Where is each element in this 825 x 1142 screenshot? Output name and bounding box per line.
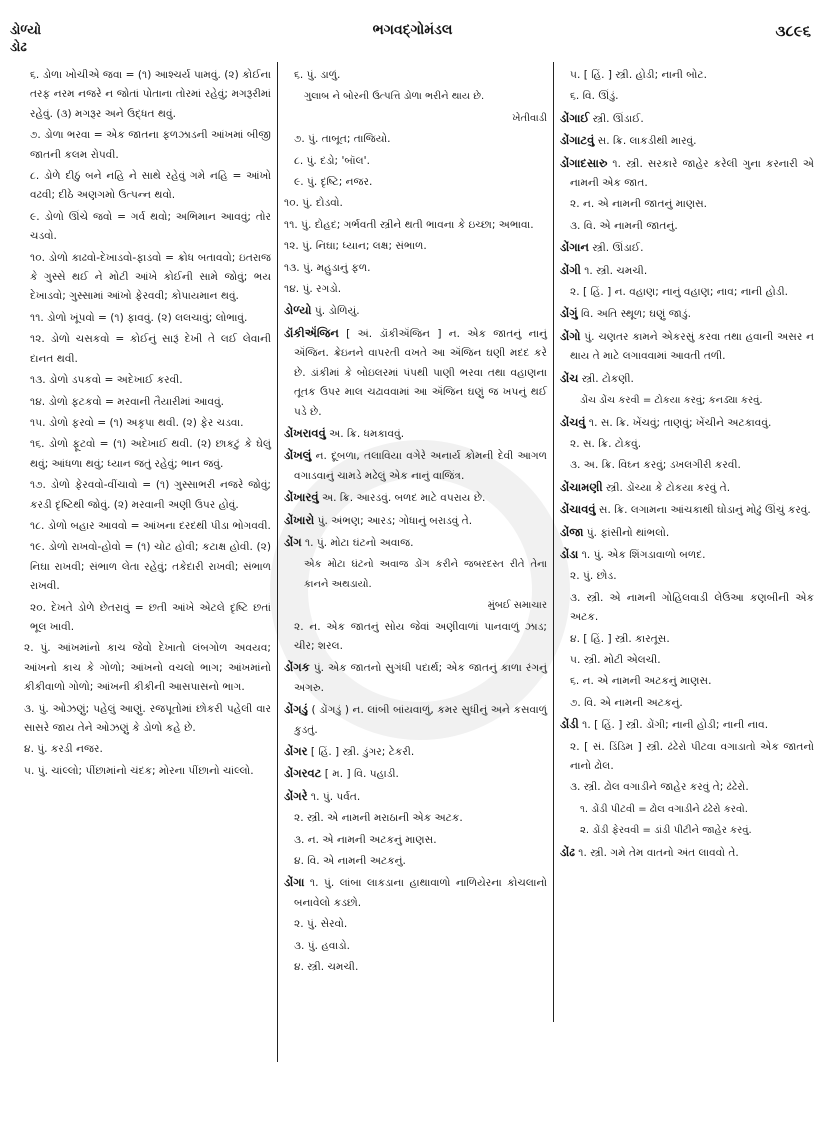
headword: ડોળ્યો — [284, 303, 312, 318]
sense-entry: ૬. પું. ડાળું. — [294, 69, 341, 81]
sense-entry: ૬. વિ. ઊંડું. — [570, 90, 619, 103]
headword: ડોંગ — [284, 534, 302, 549]
dictionary-entry — [560, 304, 814, 324]
headword: ડોંજા — [560, 524, 584, 539]
idiom-entry: ૧૭. ડોળો ફેરવવો-વીંચાવો = (૧) ગુસ્સાભરી નજરે જોવું; કરડી દૃષ્ટિથી જોવું. (૨) મરવાની અણી ઉપર હોવું. — [30, 479, 271, 511]
headword: ડોંઢ — [560, 844, 575, 859]
sense-entry: ૩. ન. એ નામની અટકનું માણસ. — [294, 833, 437, 846]
definition: પું. અંભણ; આરડ; ગોધાનું બરાડવું તે. — [314, 514, 473, 527]
quotation: એક મોટા ઘંટનો અવાજ ડોંગ કરીને જબરદસ્ત રીતે તેના કાનને અથડાયો. — [304, 559, 547, 590]
sense-entry: ૫. સ્ત્રી. મોટી એલચી. — [570, 653, 661, 666]
idiom-entry: ૨૦. દેખતે ડોળે છેતરાવું = છતી આંખે એટલે દૃષ્ટિ છતાં ભૂલ ખાવી. — [30, 601, 271, 633]
definition: ૧. સ્ત્રી. ગમે તેમ વાતનો અંત લાવવો તે. — [574, 846, 739, 859]
headword: ડોંડી — [560, 717, 579, 732]
headword: ડોંચવું — [560, 414, 586, 429]
dictionary-entry — [284, 424, 547, 444]
idiom-entry: ૧૦. ડોળો કાઢવો-દેખાડવો-ફાડવો = ક્રોધ બતાવવો; ઇતરાજ કે ગુસ્સે થઈ ને મોટી આંખે કોઈની સામે જોવું; ભય દેખાડવો; ગુસ્સામાં આંખો ફેરવવી; કોપાયમાન થવું. — [30, 251, 271, 303]
definition: ૧. સ્ત્રી. સરકારે જાહેર કરેલી ગુના કરનારી એ નામની એક જાત. — [570, 157, 814, 190]
sense-entry: ૨. પું. સેરવો. — [294, 918, 348, 931]
column-3 — [554, 62, 820, 1122]
definition: ૧. સ્ત્રી. ચમચી. — [580, 264, 648, 277]
definition: ૧. પું. લાંબા લાકડાના હાથાવાળો નાળિયેરના કોચલાનો બનાવેલો કડછો. — [294, 877, 547, 909]
quotation-source: મુંબઈ સમાચાર — [487, 600, 547, 612]
dictionary-entry — [284, 446, 547, 486]
headword: ડોંખારો — [284, 512, 315, 527]
headword: ડોંગી — [560, 262, 581, 277]
dictionary-entry — [284, 324, 547, 422]
sense-entry: ૧૩. પું. મહુડાનું ફળ. — [284, 261, 371, 274]
sense-entry: ૩. અ. ક્રિ. વિઘ્ન કરવું; ડખલગીરી કરવી. — [570, 459, 741, 472]
idiom-entry: ૧૬. ડોળો ફૂટવો = (૧) અદેખાઈ થવી. (૨) છાકટું કે ઘેલું થવું; આંધળા થવું; ધ્યાન જતું રહેવું; ભાન જવું. — [30, 438, 271, 470]
definition: ૧. પું. મોટા ઘંટનો અવાજ. — [301, 536, 414, 549]
sense-entry: ૪. [ હિં. ] સ્ત્રી. કારતૂસ. — [570, 632, 670, 645]
definition: સ્ત્રી. ઊંડાઈ. — [589, 112, 644, 125]
column-1 — [8, 62, 278, 1062]
dictionary-entry — [560, 154, 814, 194]
quotation: ગુલાબ ને બોરની ઉત્પત્તિ ડોળા ભરીને થાય છે. — [304, 91, 485, 103]
dictionary-entry — [284, 700, 547, 740]
sense-entry: ૩. સ્ત્રી. એ નામની ગોહિલવાડી લેઉઆ કણબીની એક અટક. — [570, 591, 814, 624]
quotation: ૧. ડોંડી પીટવી = ઢોલ વગાડીને ઢંઢેરો કરવો. — [580, 803, 748, 815]
dictionary-entry — [560, 369, 814, 389]
sense-entry: ૫. [ હિં. ] સ્ત્રી. હોડી; નાની બોટ. — [570, 69, 707, 81]
idiom-entry: ૧૧. ડોળો ખૂંપવો = (૧) ફાવવું. (૨) લલચાવું; લોભાવું. — [30, 311, 248, 324]
guide-word-first: ડોળ્યો — [10, 23, 42, 38]
dictionary-entry — [560, 413, 814, 433]
definition: પું. ફાંસીનો થાંભલો. — [583, 526, 670, 539]
definition: સ્ત્રી. ઊંડાઈ. — [588, 242, 644, 255]
definition: અ. ક્રિ. આરડવું. બળદ માટે વપરાય છે. — [318, 492, 486, 505]
sense-entry: ૪. સ્ત્રી. ચમચી. — [294, 961, 359, 974]
idiom-entry: ૧૯. ડોળો રાખવો-હોવો = (૧) ચોટ હોવી; કટાક્ષ હોવી. (૨) નિઘા રાખવી; સંભાળ લેતા રહેવું; તકેદારી રાખવી; સંભાળ રાખવી. — [30, 541, 271, 593]
sense-entry: ૬. ન. એ નામની અટકનું માણસ. — [570, 675, 712, 688]
dictionary-entry — [284, 787, 547, 807]
guide-word-last: ડોઢ — [10, 40, 27, 55]
dictionary-columns — [8, 62, 820, 1122]
sense-entry: ૧૪. પું. રગડો. — [284, 283, 342, 296]
dictionary-entry — [560, 261, 814, 281]
headword: ડોંગું — [560, 306, 578, 321]
idiom-entry: ૭. ડોળા ભરવા = એક જાતના ફળઝાડની આંખમાં બીજી જાતની કલમ રોપવી. — [30, 129, 271, 161]
book-title: ભગવદ્ગોમંડલ — [372, 22, 453, 38]
sense-entry: ૨. [ હિં. ] ન. વહાણ; નાનું વહાણ; નાવ; નાની હોડી. — [570, 286, 788, 299]
dictionary-entry — [560, 478, 814, 498]
sense-entry: ૮. પું. દડો; 'બૉલ'. — [294, 154, 370, 167]
dictionary-entry — [284, 873, 547, 913]
definition: વિ. અતિ સ્થૂળ; ઘણું જાડું. — [577, 308, 692, 321]
headword: ડોંગા — [284, 875, 305, 890]
headword: ડોંગક — [284, 660, 310, 675]
headword: ડોંગાદસારુ — [560, 155, 608, 170]
quotation: ૨. ડોંડી ફેરવવી = ડાંડી પીટીને જાહેર કરવું. — [580, 825, 752, 837]
page-number: ૩૮૯૬ — [775, 22, 811, 40]
definition: ૧. પું. પર્વત. — [307, 790, 361, 803]
sense-entry: ૨. પું. છોડ. — [570, 570, 617, 583]
idiom-entry: ૯. ડોળો ઊંચે જવો = ગર્વ થવો; અભિમાન આવવું; તોર ચડવો. — [30, 210, 271, 243]
headword: ડોંચામણી — [560, 479, 603, 494]
quotation-source: ખેતીવાડી — [512, 112, 547, 124]
sense-entry: ૩. વિ. એ નામની જાતનું. — [570, 219, 678, 232]
dictionary-entry — [284, 533, 547, 553]
dictionary-entry — [560, 238, 814, 258]
sense-entry: ૯. પું. દૃષ્ટિ; નજર. — [294, 176, 373, 189]
definition: [ અં. ડૉંકીઍંજિન ] ન. એક જાતનું નાનું ઍંજિન. ક્રેઇનને વાપરતી વખતે આ ઍંજિન ઘણી મદદ કરે છે. ડાંકીમાં કે બોઇલરમાં પંપથી પાણી ભરવા તથા વહાણના તૂતક ઉપર માલ ચઢાવવામાં આ ઍંજિન ઘણું જ ખપનું થઈ પડે છે. — [294, 327, 547, 418]
definition: પું. ડોળિયું. — [311, 305, 360, 318]
headword: ડોંગડું — [284, 702, 308, 717]
headword: ડોંગર — [284, 744, 308, 758]
sense-entry: ૨. ન. એ નામની જાતનું માણસ. — [570, 198, 708, 211]
definition: પું. ચણતર કામને એકરસું કરવા તથા હવાની અસર ન થાય તે માટે લગાવવામાં આવતી તળી. — [570, 330, 814, 363]
headword: ડોંગાન — [560, 240, 589, 255]
definition: [ હિં. ] સ્ત્રી. ડુંગર; ટેકરી. — [307, 746, 415, 758]
sense-entry: ૨. પું. આંખમાંનો કાચ જેવો દેખાતો લંબગોળ અવયવ; આંખનો કાચ કે ગોળો; આંખનો વચલો ભાગ; આંખમાંનો કીકીવાળો ગોળો; આંખની કીકીની આસપાસનો ભાગ. — [24, 642, 271, 694]
sense-entry: ૧૧. પું. દોહદ; ગર્ભવતી સ્ત્રીને થતી ભાવના કે ઇચ્છા; અભાવા. — [284, 218, 534, 231]
definition: સ્ત્રી. ડોંચ્યા કે ટોકયા કરવું તે. — [602, 481, 731, 494]
definition: ૧. પું. એક શિંગડાવાળો બળદ. — [578, 548, 706, 561]
sense-entry: ૨. [ સં. ડિંડિમ ] સ્ત્રી. ઢંઢેરો પીટવા વગાડાતો એક જાતનો નાનો ઢોલ. — [570, 740, 814, 772]
definition: સ્ત્રી. ટોકણી. — [578, 372, 634, 385]
headword: ડોંગરે — [284, 788, 308, 803]
quotation: ડોંચ ડોંચ કરવી = ટોકયા કરવું; કનડ્યા કરવું. — [580, 395, 763, 407]
sense-entry: ૩. પું. ઓઝણું; પહેલું આણું. રજપૂતોમાં છોકરી પહેલી વાર સાસરે જાય તેને ઓઝણું કે ડોળો કહે છે. — [24, 702, 271, 734]
headword: ડોંગાઈ — [560, 110, 590, 125]
sense-entry: ૧૦. પું. દોડવો. — [284, 197, 343, 210]
idiom-entry: ૬. ડોળા ખોચીએ જવા = (૧) આશ્ચર્ય પામવું. (૨) કોઈના તરફ નરમ નજરે ન જોતાં પોતાના તોરમાં રહેવું; મગરૂરીમાં રહેવું. (૩) મગરૂર અને ઉદ્ધત થવું. — [30, 69, 271, 120]
dictionary-entry — [284, 301, 547, 321]
dictionary-entry — [560, 715, 814, 735]
idiom-entry: ૧૨. ડોળો ચસકવો = કોઈનું સારૂં દેખી તે લઈ લેવાની દાનત થવી. — [30, 333, 271, 365]
dictionary-entry — [284, 764, 547, 784]
dictionary-entry — [560, 500, 814, 520]
sense-entry: ૨. સ્ત્રી. એ નામની મરાઠાની એક અટક. — [294, 812, 463, 825]
headword: ડોંગાટવું — [560, 133, 595, 148]
definition: [ મ. ] વિ. પહાડી. — [321, 768, 399, 781]
headword: ડોંચ — [560, 370, 579, 385]
idiom-entry: ૧૪. ડોળો ફટકવો = મરવાની તૈયારીમાં આવવું. — [30, 395, 225, 408]
definition: ૧. [ હિં. ] સ્ત્રી. ડોંગી; નાની હોડી; નાની નાવ. — [578, 719, 769, 732]
headword: ડોંગો — [560, 328, 581, 343]
column-2 — [278, 62, 554, 1022]
sense-entry: ૨. સ. ક્રિ. ટોકવું. — [570, 437, 642, 450]
dictionary-entry — [560, 523, 814, 543]
headword: ડોંડા — [560, 546, 579, 561]
dictionary-entry — [560, 843, 814, 863]
sense-entry: ૨. ન. એક જાતનું સોય જેવાં અણીવાળાં પાનવાળું ઝાડ; ચીર; શરલ. — [294, 620, 547, 652]
definition: પું. એક જાતનો સુગંધી પદાર્થ; એક જાતનું કાળા રંગનું અગરુ. — [294, 662, 547, 694]
headword: ડોંચાવવું — [560, 502, 596, 517]
sense-entry: ૪. પું. કરડી નજર. — [24, 743, 103, 756]
definition: ૧. સ. ક્રિ. ખેંચવું; તાણવું; ખેંચીને અટકાવવું. — [585, 416, 772, 429]
headword: ડૉંકીઍંજિન — [284, 325, 339, 340]
sense-entry: ૪. વિ. એ નામની અટકનું. — [294, 855, 406, 868]
idiom-entry: ૧૩. ડોળો ડપકવો = અદેખાઈ કરવી. — [30, 374, 183, 387]
headword: ડોંગરવટ — [284, 766, 322, 781]
sense-entry: ૩. સ્ત્રી. ઢોલ વગાડીને જાહેર કરવું તે; ઢંઢેરો. — [570, 781, 749, 794]
dictionary-entry — [560, 327, 814, 367]
dictionary-entry — [560, 131, 814, 151]
dictionary-entry — [560, 109, 814, 129]
headword: ડોંખલું — [284, 448, 312, 463]
definition: સ. ક્રિ. લગામના આંચકાથી ઘોડાનું મોઢું ઊંચું કરવું. — [595, 504, 811, 517]
idiom-entry: ૮. ડોળે દીઠું બને નહિ ને સાથે રહેવું ગમે નહિ = આંખો વઢવી; દીઠે અણગમો ઉત્પન્ન થવો. — [30, 170, 271, 202]
sense-entry: ૭. પું. તાબૂત; તાજિયો. — [294, 133, 391, 146]
sense-entry: ૫. પું. ચાંલ્લો; પીંછામાંનો ચંદક; મોરના પીંછાનો ચાંલ્લો. — [24, 764, 254, 777]
sense-entry: ૭. વિ. એ નામની અટકનું. — [570, 696, 683, 709]
dictionary-entry — [284, 488, 547, 508]
definition: અ. ક્રિ. ધમકાવવું. — [325, 427, 405, 440]
sense-entry: ૧૨. પું. નિઘા; ધ્યાન; લક્ષ; સંભાળ. — [284, 240, 427, 253]
definition: સ. ક્રિ. લાકડીથી મારવું. — [594, 135, 697, 148]
definition: ન. દૂબળા, તલાવિયા વગેરે અનાર્ય કોમની દેવી આગળ વગાડવાનું ચામડે મઢેલું એક નાનું વાજિંત્ર. — [294, 450, 547, 482]
idiom-entry: ૧૮. ડોળો બહાર આવવો = આંખના દરદથી પીડા ભોગવવી. — [30, 519, 271, 532]
headword: ડોંખારવું — [284, 490, 319, 505]
idiom-entry: ૧૫. ડોળો ફરવો = (૧) અકૃપા થવી. (૨) ફેર ચડવા. — [30, 416, 244, 429]
dictionary-entry — [284, 658, 547, 698]
dictionary-entry — [560, 545, 814, 565]
dictionary-entry — [284, 511, 547, 531]
definition: ( ડોંગડું ) ન. લાંબી બાંયવાળું, કમર સુધીનું અને કસવાળું કુડતું. — [294, 704, 547, 736]
headword: ડોંખરાવવું — [284, 425, 326, 440]
dictionary-entry — [284, 742, 547, 762]
page-header — [0, 18, 825, 68]
sense-entry: ૩. પું. હવાડો. — [294, 939, 350, 952]
